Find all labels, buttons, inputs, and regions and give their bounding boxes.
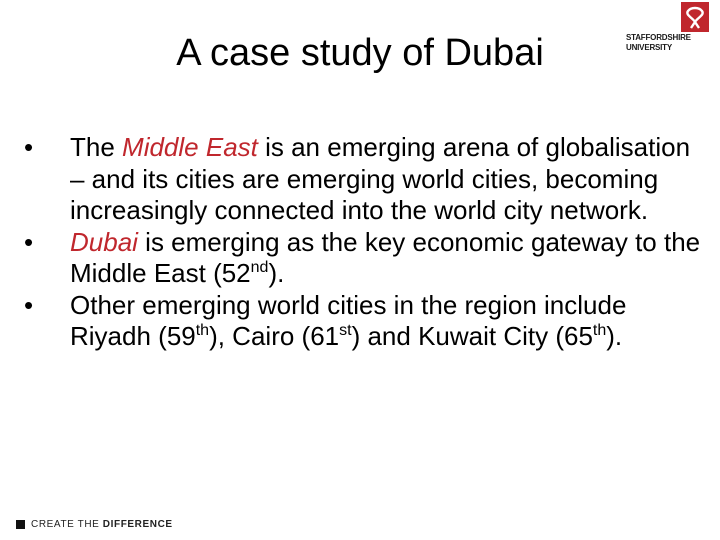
bullet-text: ). <box>268 258 285 288</box>
bullet-list <box>22 132 702 353</box>
university-logo <box>624 2 712 58</box>
logo-line-2: UNIVERSITY <box>626 43 673 52</box>
bullet-item <box>22 132 702 227</box>
emphasis-text: Middle East <box>122 132 258 162</box>
bullet-text: ). <box>606 321 623 351</box>
bullet-text: is emerging as the key economic gateway to the Middle East (52 <box>70 226 701 288</box>
logo-wordmark <box>626 33 712 53</box>
ordinal-suffix: st <box>339 322 352 339</box>
ordinal-suffix: th <box>195 322 210 339</box>
bullet-text: is an emerging arena of globalisation – and its cities are emerging world cities, becoming increasingly connected into the world city network. <box>70 132 691 225</box>
ordinal-suffix: nd <box>250 259 269 276</box>
bullet-text: The <box>70 132 123 162</box>
bullet-text: Other emerging world cities in the region include Riyadh (59 <box>70 289 627 351</box>
logo-line-1: STAFFORDSHIRE <box>626 33 691 42</box>
bullet-dot-icon: • <box>24 132 34 162</box>
emphasis-text: Dubai <box>70 226 138 257</box>
footer-tagline <box>16 517 173 531</box>
bullet-text: ) and Kuwait City (65 <box>351 321 593 351</box>
bullet-dot-icon: • <box>24 226 34 257</box>
knot-crest-icon <box>681 2 709 32</box>
bullet-item <box>22 227 702 290</box>
bullet-text: ), Cairo (61 <box>209 321 340 351</box>
bullet-dot-icon: • <box>24 289 34 320</box>
ordinal-suffix: th <box>592 322 607 339</box>
slide-title: A case study of Dubai <box>176 32 544 74</box>
tagline-part-2: DIFFERENCE <box>102 518 173 530</box>
square-bullet-icon <box>16 520 25 529</box>
tagline-part-1: CREATE THE <box>31 518 103 530</box>
bullet-item <box>22 290 702 353</box>
